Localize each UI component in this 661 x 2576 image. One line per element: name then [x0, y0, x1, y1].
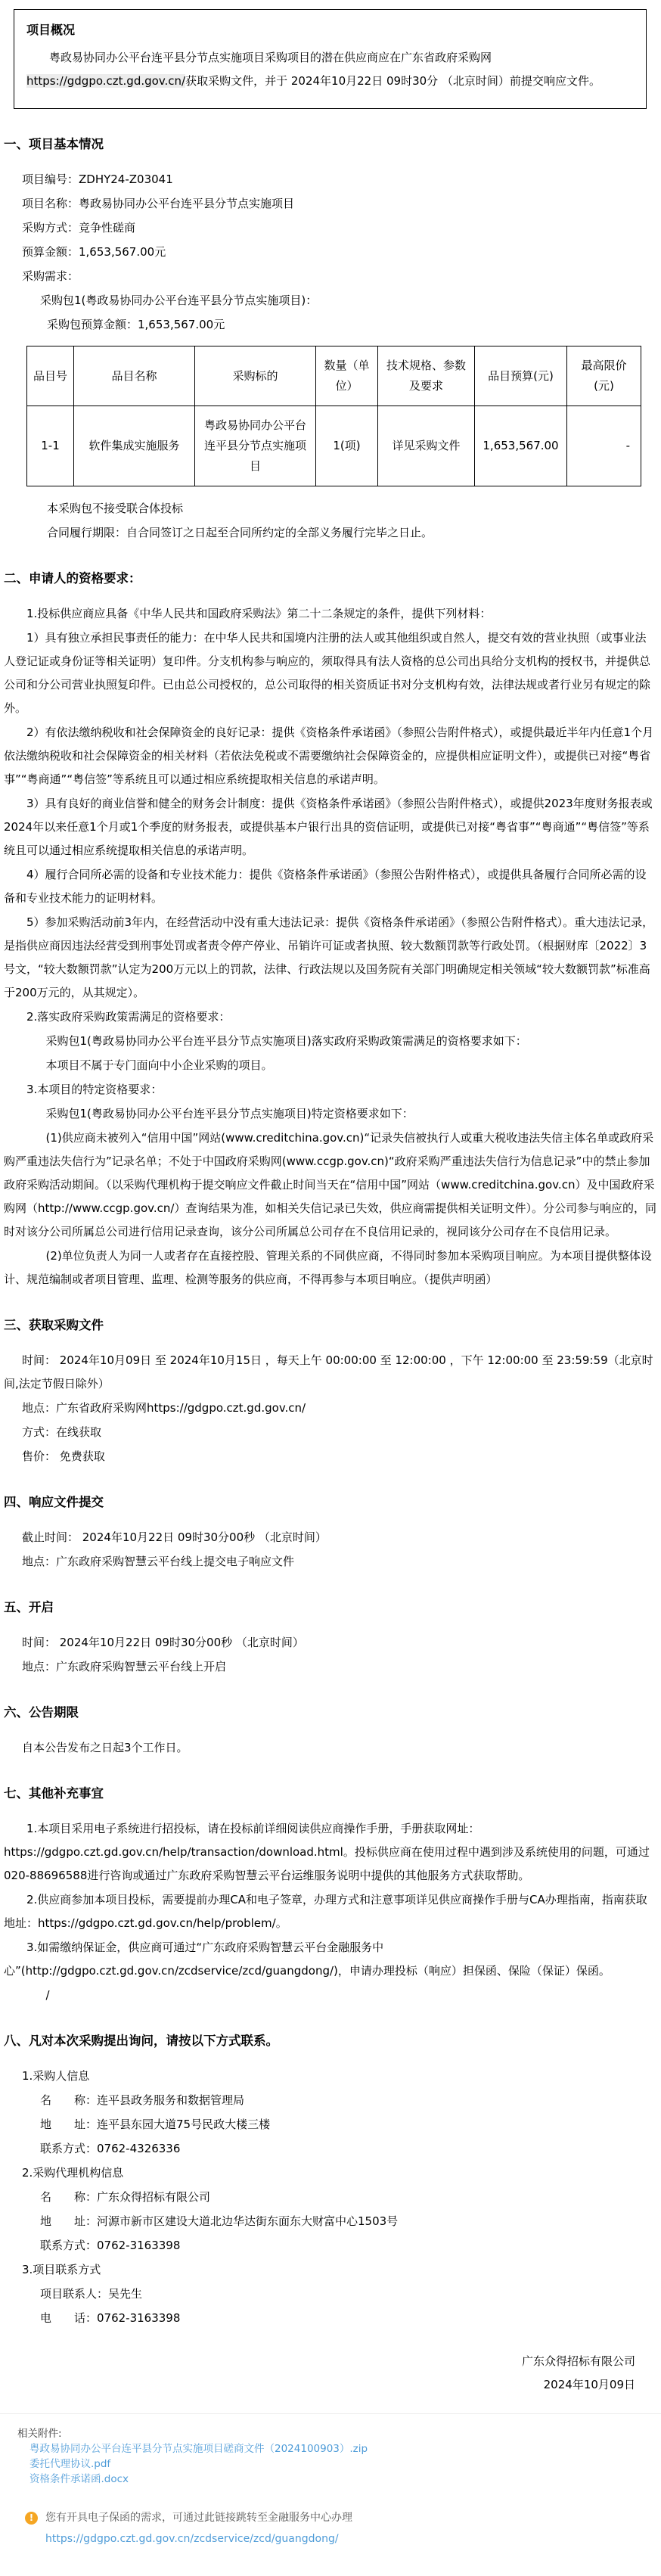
submission-place: 地点：广东政府采购智慧云平台线上提交电子响应文件 — [22, 1555, 295, 1568]
qualification-para: 2）有依法缴纳税收和社会保障资金的良好记录：提供《资格条件承诺函》（参照公告附件格式），或提供最近半年内任意1个月依法缴纳税收和社会保障资金的相关材料（若依法免税或不需要缴纳社会保障资金的，应提供相应证明文件），或提供已对接“粤省事”“粤商通”“粤信签”等系统且可以通过相应系统提取相关信息的承诺声明。 — [4, 726, 654, 786]
items-table — [26, 346, 641, 486]
procurement-site-link[interactable]: https://gdgpo.czt.gd.gov.cn/ — [26, 74, 186, 88]
cell-quantity: 1(项) — [316, 406, 378, 486]
qualification-para: 2.落实政府采购政策需满足的资格要求： — [26, 1010, 231, 1024]
qualification-para: 本项目不属于专门面向中小企业采购的项目。 — [45, 1058, 273, 1072]
cell-spec: 详见采购文件 — [378, 406, 475, 486]
section5-heading: 五、开启 — [4, 1600, 54, 1614]
qualification-para: 3）具有良好的商业信誉和健全的财务会计制度：提供《资格条件承诺函》（参照公告附件格式），或提供2023年度财务报表或2024年以来任意1个月或1个季度的财务报表，或提供基本户银行出具的资信证明，或提供已对接“粤省事”“粤商通”“粤信签”等系统且可以通过相应系统提取相关信息的承诺声明。 — [4, 797, 653, 857]
agency-name: 名 称：广东众得招标有限公司 — [40, 2190, 211, 2204]
guarantee-notice — [25, 2509, 656, 2568]
qualification-para: 4）履行合同所必需的设备和专业技术能力：提供《资格条件承诺函》（参照公告附件格式），或提供具备履行合同所必需的设备和专业技术能力的证明材料。 — [4, 868, 647, 905]
cell-item-budget: 1,653,567.00 — [475, 406, 567, 486]
slash-placeholder: / — [45, 1988, 50, 2002]
procurement-method: 采购方式：竞争性磋商 — [22, 221, 136, 235]
finance-center-link[interactable]: https://gdgpo.czt.gd.gov.cn/zcdservice/zcd/guangdong/ — [45, 2533, 339, 2545]
section2-heading: 二、申请人的资格要求： — [4, 571, 141, 586]
qualification-para: 采购包1(粤政易协同办公平台连平县分节点实施项目)落实政府采购政策需满足的资格要求如下： — [45, 1034, 527, 1048]
col-quantity: 数量（单位） — [316, 346, 378, 406]
attachment-link-pdf[interactable]: 委托代理协议.pdf — [29, 2458, 111, 2470]
signature-date: 2024年10月09日 — [543, 2378, 635, 2391]
attachment-link-docx[interactable]: 资格条件承诺函.docx — [29, 2473, 129, 2485]
attachment-link-zip[interactable]: 粤政易协同办公平台连平县分节点实施项目磋商文件（2024100903）.zip — [29, 2443, 368, 2455]
section4-heading: 四、响应文件提交 — [4, 1495, 104, 1509]
cell-max-price: - — [567, 406, 641, 486]
buyer-name: 名 称：连平县政务服务和数据管理局 — [40, 2093, 245, 2107]
package-title: 采购包1(粤政易协同办公平台连平县分节点实施项目)： — [40, 294, 318, 307]
qualification-para: (1)供应商未被列入“信用中国”网站(www.creditchina.gov.cn)“记录失信被执行人或重大税收违法失信主体名单或政府采购严重违法失信行为”记录名单；不处于中国政府采购网(www.ccgp.gov.cn)“政府采购严重违法失信行为信息记录”中的禁止参加政府采购活动期间。（以采购代理机构于提交响应文件截止时间当天在“信用中国”网站（www.creditchina.gov.cn）及中国政府采购网（http://www.ccgp.gov.cn/）查询结果为准，如相关失信记录已失效，供应商需提供相关证明文件）。分公司参与响应的，同时对该分公司所属总公司进行信用记录查询，该分公司所属总公司存在不良信用记录的，视同该分公司存在不良信用记录。 — [4, 1131, 656, 1238]
overview-text-before: 粤政易协同办公平台连平县分节点实施项目采购项目的潜在供应商应在广东省政府采购网 — [49, 51, 492, 64]
qualification-para: 采购包1(粤政易协同办公平台连平县分节点实施项目)特定资格要求如下： — [45, 1107, 414, 1120]
budget-amount: 预算金额：1,653,567.00元 — [22, 245, 166, 259]
submission-deadline: 截止时间： 2024年10月22日 09时30分00秒 （北京时间） — [22, 1530, 327, 1544]
table-header-row — [27, 346, 641, 406]
cell-subject: 粤政易协同办公平台连平县分节点实施项目 — [195, 406, 316, 486]
agency-contact: 联系方式：0762-3163398 — [40, 2239, 181, 2252]
overview-title: 项目概况 — [26, 23, 76, 37]
qualification-para: 5）参加采购活动前3年内，在经营活动中没有重大违法记录：提供《资格条件承诺函》（参照公告附件格式）。重大违法记录，是指供应商因违法经营受到刑事处罚或者责令停产停业、吊销许可证或者执照、较大数额罚款等行政处罚。（根据财库〔2022〕3号文，“较大数额罚款”认定为200万元以上的罚款，法律、行政法规以及国务院有关部门明确规定相关领域“较大数额罚款”标准高于200万元的，从其规定）。 — [4, 915, 654, 999]
signature-block — [4, 2350, 656, 2397]
package-budget: 采购包预算金额：1,653,567.00元 — [47, 318, 225, 331]
agency-address: 地 址：河源市新市区建设大道北边华达街东面东大财富中心1503号 — [40, 2214, 399, 2228]
attachments-block — [4, 2414, 656, 2487]
cell-item-name: 软件集成实施服务 — [74, 406, 195, 486]
project-contact-title: 3.项目联系方式 — [22, 2263, 101, 2276]
no-consortium-note: 本采购包不接受联合体投标 — [47, 502, 184, 515]
project-overview-box — [14, 9, 647, 109]
supplement-para: 1.本项目采用电子系统进行招投标，请在投标前详细阅读供应商操作手册，手册获取网址：https://gdgpo.czt.gd.gov.cn/help/transaction/download.html。投标供应商在使用过程中遇到涉及系统使用的问题，可通过020-88696588进行咨询或通过广东政府采购智慧云平台运维服务说明中提供的其他服务方式获取帮助。 — [4, 1822, 650, 1882]
section1-heading: 一、项目基本情况 — [4, 137, 104, 151]
buyer-info-title: 1.采购人信息 — [22, 2069, 90, 2083]
doc-obtain-time: 时间： 2024年10月09日 至 2024年10月15日 ，每天上午 00:00:00 至 12:00:00 ，下午 12:00:00 至 23:59:59（北京时间,法定节假日除外） — [4, 1353, 653, 1391]
overview-text-after: 获取采购文件，并于 2024年10月22日 09时30分 （北京时间）前提交响应文件。 — [185, 74, 600, 88]
exclamation-icon: ! — [25, 2512, 38, 2525]
supplement-para: 2.供应商参加本项目投标，需要提前办理CA和电子签章，办理方式和注意事项详见供应商操作手册与CA办理指南，指南获取地址：https://gdgpo.czt.gd.gov.cn/help/problem/。 — [4, 1893, 647, 1930]
doc-obtain-price: 售价： 免费获取 — [22, 1450, 105, 1463]
qualification-para: 1.投标供应商应具备《中华人民共和国政府采购法》第二十二条规定的条件，提供下列材料： — [26, 607, 492, 620]
announcement-period: 自本公告发布之日起3个工作日。 — [22, 1741, 188, 1754]
overview-paragraph — [26, 46, 634, 93]
opening-time: 时间： 2024年10月22日 09时30分00秒 （北京时间） — [22, 1636, 304, 1649]
qualification-para: 3.本项目的特定资格要求： — [26, 1083, 163, 1096]
contract-term: 合同履行期限：自合同签订之日起至合同所约定的全部义务履行完毕之日止。 — [47, 526, 433, 539]
col-spec: 技术规格、参数及要求 — [378, 346, 475, 406]
section7-heading: 七、其他补充事宜 — [4, 1786, 104, 1801]
opening-place: 地点：广东政府采购智慧云平台线上开启 — [22, 1660, 227, 1673]
attachments-label: 相关附件: — [17, 2428, 62, 2440]
buyer-address: 地 址：连平县东园大道75号民政大楼三楼 — [40, 2118, 271, 2131]
section8-heading: 八、凡对本次采购提出询问，请按以下方式联系。 — [4, 2034, 278, 2048]
section3-heading: 三、获取采购文件 — [4, 1318, 104, 1332]
cell-item-no: 1-1 — [27, 406, 74, 486]
doc-obtain-place: 地点：广东省政府采购网https://gdgpo.czt.gd.gov.cn/ — [22, 1401, 306, 1415]
signature-company: 广东众得招标有限公司 — [521, 2354, 635, 2368]
project-name: 项目名称：粤政易协同办公平台连平县分节点实施项目 — [22, 197, 295, 210]
project-contact-phone: 电 话：0762-3163398 — [40, 2311, 181, 2325]
qualification-para: (2)单位负责人为同一人或者存在直接控股、管理关系的不同供应商，不得同时参加本采购项目响应。为本项目提供整体设计、规范编制或者项目管理、监理、检测等服务的供应商，不得再参与本项目响应。（提供声明函） — [4, 1249, 652, 1286]
col-item-no: 品目号 — [27, 346, 74, 406]
agency-info-title: 2.采购代理机构信息 — [22, 2166, 124, 2180]
col-max-price: 最高限价(元) — [567, 346, 641, 406]
doc-obtain-method: 方式：在线获取 — [22, 1425, 102, 1439]
project-contact-person: 项目联系人：吴先生 — [40, 2287, 143, 2301]
qualification-para: 1）具有独立承担民事责任的能力：在中华人民共和国境内注册的法人或其他组织或自然人，提交有效的营业执照（或事业法人登记证或身份证等相关证明）复印件。分支机构参与响应的，须取得具有法人资格的总公司出具给分支机构的授权书，并提供总公司和分公司营业执照复印件。已由总公司授权的，总公司取得的相关资质证书对分支机构有效，法律法规或者行业另有规定的除外。 — [4, 631, 651, 715]
col-item-name: 品目名称 — [74, 346, 195, 406]
col-subject: 采购标的 — [195, 346, 316, 406]
supplement-para: 3.如需缴纳保证金，供应商可通过“广东政府采购智慧云平台金融服务中心”(http://gdgpo.czt.gd.gov.cn/zcdservice/zcd/guangdong/)，申请办理投标（响应）担保函、保险（保证）保函。 — [4, 1941, 610, 1978]
table-row — [27, 406, 641, 486]
buyer-contact: 联系方式：0762-4326336 — [40, 2142, 181, 2155]
procurement-demand-label: 采购需求： — [22, 269, 79, 283]
col-item-budget: 品目预算(元) — [475, 346, 567, 406]
notice-text: 您有开具电子保函的需求，可通过此链接跳转至金融服务中心办理 — [45, 2512, 352, 2524]
section6-heading: 六、公告期限 — [4, 1705, 79, 1720]
project-number: 项目编号：ZDHY24-Z03041 — [22, 172, 173, 186]
